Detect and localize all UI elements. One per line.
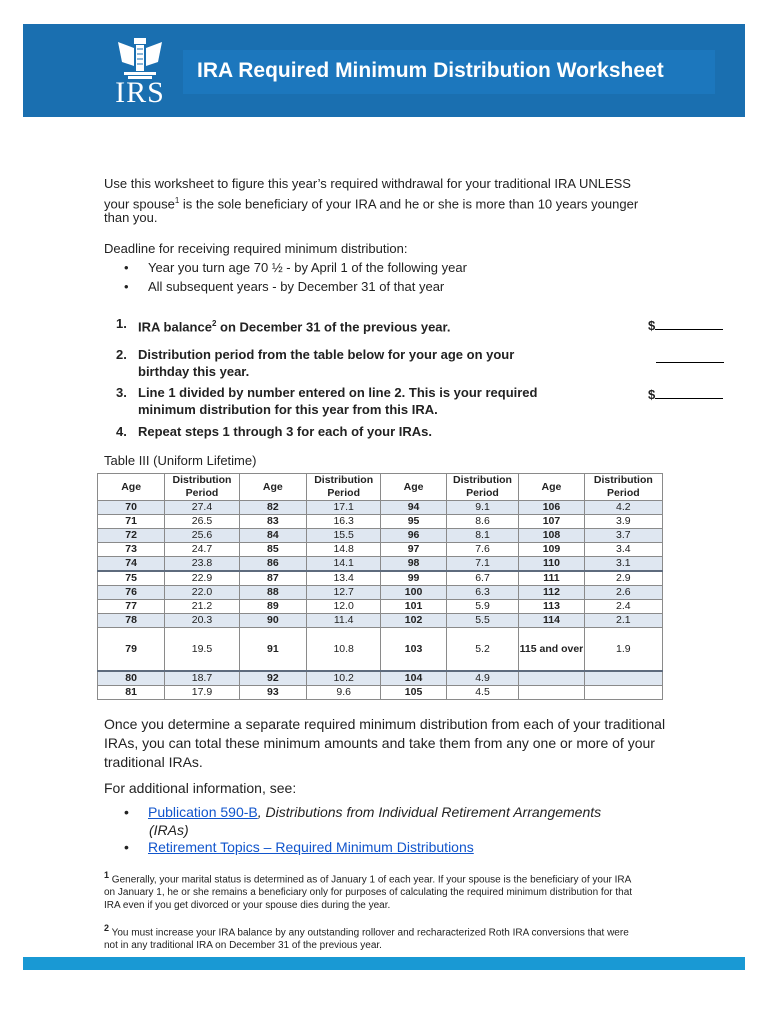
period-cell: 14.1	[306, 557, 380, 572]
col-dist-line-2: Period	[466, 487, 499, 499]
table-row	[98, 571, 663, 586]
period-cell: 21.2	[165, 600, 239, 614]
step-2-text	[138, 346, 558, 380]
period-cell: 22.0	[165, 586, 239, 600]
footnote-2-text: You must increase your IRA balance by any outstanding rollover and recharacterized Roth IRA conversions that were not in any traditional IRA on December 31 of the previous year.	[104, 927, 629, 952]
period-cell: 17.1	[306, 501, 380, 515]
step-3-line-1: Line 1 divided by number entered on line 2. This is your required	[138, 385, 538, 400]
intro-line-2	[104, 192, 638, 212]
age-cell: 92	[239, 671, 306, 686]
age-cell: 90	[239, 614, 306, 628]
table-row	[98, 686, 663, 700]
age-cell: 77	[98, 600, 165, 614]
table-row	[98, 614, 663, 628]
age-cell: 87	[239, 571, 306, 586]
step-1-num: 1.	[116, 316, 127, 331]
logo-text: IRS	[115, 76, 165, 109]
table-row	[98, 628, 663, 672]
col-dist-line-2: Period	[185, 487, 219, 499]
col-age: Age	[239, 474, 306, 501]
table-caption: Table III (Uniform Lifetime)	[104, 453, 257, 468]
irs-logo	[102, 36, 178, 110]
intro-line-1: Use this worksheet to figure this year’s required withdrawal for your traditional IRA UNLESS	[104, 176, 631, 191]
period-cell: 2.4	[584, 600, 662, 614]
age-cell: 82	[239, 501, 306, 515]
col-dist-line-1: Distribution	[593, 474, 653, 486]
step-3-line-2: minimum distribution for this year from this IRA.	[138, 402, 438, 417]
step-1-text	[138, 315, 558, 335]
period-cell: 10.8	[306, 628, 380, 672]
age-cell: 115 and over	[519, 628, 584, 672]
period-cell: 7.1	[446, 557, 519, 572]
footnote-ref-2: 2	[211, 319, 217, 328]
period-cell: 11.4	[306, 614, 380, 628]
step-2-line-1: Distribution period from the table below for your age on your	[138, 347, 515, 362]
age-cell: 79	[98, 628, 165, 672]
period-cell: 20.3	[165, 614, 239, 628]
age-cell: 108	[519, 529, 584, 543]
age-cell: 98	[381, 557, 446, 572]
age-cell: 85	[239, 543, 306, 557]
eagle-icon	[114, 36, 166, 80]
period-cell: 12.7	[306, 586, 380, 600]
resource-bullet-2	[128, 839, 474, 856]
uniform-lifetime-table	[97, 473, 663, 700]
age-cell: 80	[98, 671, 165, 686]
step-3-text	[138, 384, 558, 418]
table-row	[98, 543, 663, 557]
period-cell: 24.7	[165, 543, 239, 557]
publication-title-cont: (IRAs)	[149, 822, 189, 838]
age-cell: 78	[98, 614, 165, 628]
age-cell: 101	[381, 600, 446, 614]
dollar-sign: $	[648, 387, 656, 402]
col-dist-line-1: Distribution	[453, 474, 512, 486]
dollar-sign: $	[648, 318, 656, 333]
after-table-line-3: traditional IRAs.	[104, 754, 203, 770]
period-cell: 19.5	[165, 628, 239, 672]
col-age: Age	[381, 474, 446, 501]
age-cell: 88	[239, 586, 306, 600]
age-cell: 113	[519, 600, 584, 614]
age-cell: 89	[239, 600, 306, 614]
footnote-1-mark: 1	[104, 870, 110, 880]
footnote-1	[104, 869, 644, 912]
period-cell: 4.2	[584, 501, 662, 515]
age-cell: 99	[381, 571, 446, 586]
period-cell: 9.6	[306, 686, 380, 700]
footnote-ref-1: 1	[174, 196, 180, 205]
period-cell: 14.8	[306, 543, 380, 557]
age-cell: 71	[98, 515, 165, 529]
age-cell: 104	[381, 671, 446, 686]
period-cell: 12.0	[306, 600, 380, 614]
period-cell: 26.5	[165, 515, 239, 529]
age-cell: 93	[239, 686, 306, 700]
retirement-topics-link[interactable]: Retirement Topics – Required Minimum Distributions	[148, 839, 474, 855]
col-distribution-period	[584, 474, 662, 501]
table-body	[98, 501, 663, 700]
footnote-2-mark: 2	[104, 923, 110, 933]
col-age: Age	[98, 474, 165, 501]
table-row	[98, 557, 663, 572]
step-3-num: 3.	[116, 385, 127, 400]
table-row	[98, 600, 663, 614]
period-cell: 8.6	[446, 515, 519, 529]
step-2-period-field[interactable]	[656, 348, 724, 366]
table-row	[98, 501, 663, 515]
resource-bullet-1	[128, 804, 601, 821]
col-age: Age	[519, 474, 584, 501]
publication-title: , Distributions from Individual Retirement Arrangements	[257, 804, 602, 820]
age-cell: 94	[381, 501, 446, 515]
period-cell: 25.6	[165, 529, 239, 543]
period-cell: 3.7	[584, 529, 662, 543]
period-cell: 2.1	[584, 614, 662, 628]
period-cell: 9.1	[446, 501, 519, 515]
table-row	[98, 515, 663, 529]
age-cell: 72	[98, 529, 165, 543]
col-dist-line-1: Distribution	[314, 474, 374, 486]
age-cell: 111	[519, 571, 584, 586]
age-cell: 105	[381, 686, 446, 700]
period-cell: 17.9	[165, 686, 239, 700]
deadline-bullet-2-text: All subsequent years - by December 31 of that year	[148, 279, 445, 294]
step-1-text-a: IRA balance	[138, 319, 212, 335]
age-cell: 74	[98, 557, 165, 572]
table-row	[98, 529, 663, 543]
period-cell: 5.9	[446, 600, 519, 614]
after-table-line-1: Once you determine a separate required minimum distribution from each of your traditional	[104, 716, 666, 732]
step-1-text-b: on December 31 of the previous year.	[216, 319, 451, 335]
blank-line	[655, 315, 723, 330]
blank-line	[655, 384, 723, 399]
period-cell: 23.8	[165, 557, 239, 572]
footer-bar	[23, 957, 745, 970]
age-cell: 70	[98, 501, 165, 515]
deadline-bullet-2	[128, 278, 444, 295]
intro-line-2-rest: is the sole beneficiary of your IRA and he or she is more than 10 years younger	[179, 196, 639, 212]
period-cell: 15.5	[306, 529, 380, 543]
period-cell	[584, 686, 662, 700]
age-cell: 73	[98, 543, 165, 557]
title-box	[183, 50, 715, 94]
table-header-row	[98, 474, 663, 501]
footnote-1-text: Generally, your marital status is determined as of January 1 of each year. If your spouse is the beneficiary of your IRA on January 1, he or she remains a beneficiary only for purposes of calculating the required minimum distribution for that IRA even if you get divorced or your spouse dies during the year.	[104, 874, 633, 912]
col-distribution-period	[165, 474, 239, 501]
period-cell: 27.4	[165, 501, 239, 515]
deadline-bullet-1	[128, 259, 467, 276]
publication-590b-link[interactable]: Publication 590-B	[148, 804, 258, 820]
step-4-text: Repeat steps 1 through 3 for each of your IRAs.	[138, 424, 432, 439]
period-cell: 4.9	[446, 671, 519, 686]
table-row	[98, 586, 663, 600]
period-cell: 1.9	[584, 628, 662, 672]
age-cell: 95	[381, 515, 446, 529]
age-cell: 109	[519, 543, 584, 557]
period-cell: 3.9	[584, 515, 662, 529]
period-cell: 7.6	[446, 543, 519, 557]
period-cell: 10.2	[306, 671, 380, 686]
period-cell: 3.4	[584, 543, 662, 557]
blank-line	[656, 348, 724, 363]
step-2-line-2: birthday this year.	[138, 364, 250, 379]
age-cell: 83	[239, 515, 306, 529]
age-cell: 76	[98, 586, 165, 600]
page-title: IRA Required Minimum Distribution Worksheet	[197, 59, 664, 82]
col-distribution-period	[446, 474, 519, 501]
period-cell: 22.9	[165, 571, 239, 586]
header-banner	[23, 24, 745, 117]
period-cell: 6.7	[446, 571, 519, 586]
age-cell: 114	[519, 614, 584, 628]
age-cell	[519, 686, 584, 700]
period-cell: 4.5	[446, 686, 519, 700]
additional-heading: For additional information, see:	[104, 780, 297, 796]
step-2-num: 2.	[116, 347, 127, 362]
intro-spouse: your spouse	[104, 196, 175, 212]
age-cell: 86	[239, 557, 306, 572]
col-distribution-period	[306, 474, 380, 501]
age-cell: 96	[381, 529, 446, 543]
period-cell: 2.6	[584, 586, 662, 600]
age-cell: 110	[519, 557, 584, 572]
period-cell: 6.3	[446, 586, 519, 600]
period-cell: 5.2	[446, 628, 519, 672]
deadline-heading: Deadline for receiving required minimum distribution:	[104, 241, 408, 256]
step-1-amount-field[interactable]	[648, 315, 723, 333]
col-dist-line-1: Distribution	[172, 474, 232, 486]
age-cell: 97	[381, 543, 446, 557]
age-cell	[519, 671, 584, 686]
col-dist-line-2: Period	[327, 487, 361, 499]
age-cell: 84	[239, 529, 306, 543]
age-cell: 81	[98, 686, 165, 700]
age-cell: 103	[381, 628, 446, 672]
age-cell: 102	[381, 614, 446, 628]
period-cell: 5.5	[446, 614, 519, 628]
age-cell: 106	[519, 501, 584, 515]
step-4-num: 4.	[116, 424, 127, 439]
period-cell: 18.7	[165, 671, 239, 686]
period-cell: 2.9	[584, 571, 662, 586]
age-cell: 112	[519, 586, 584, 600]
table-row	[98, 671, 663, 686]
after-table-line-2: IRAs, you can total these minimum amounts and take them from any one or more of your	[104, 735, 655, 751]
age-cell: 100	[381, 586, 446, 600]
period-cell: 8.1	[446, 529, 519, 543]
age-cell: 91	[239, 628, 306, 672]
deadline-bullet-1-text: Year you turn age 70 ½ - by April 1 of the following year	[148, 260, 467, 275]
after-table-text	[104, 715, 665, 772]
intro-line-3: than you.	[104, 210, 158, 225]
period-cell: 16.3	[306, 515, 380, 529]
col-dist-line-2: Period	[606, 487, 640, 499]
period-cell: 3.1	[584, 557, 662, 572]
age-cell: 75	[98, 571, 165, 586]
period-cell: 13.4	[306, 571, 380, 586]
footnote-2	[104, 922, 644, 952]
period-cell	[584, 671, 662, 686]
age-cell: 107	[519, 515, 584, 529]
step-3-amount-field[interactable]	[648, 384, 723, 402]
